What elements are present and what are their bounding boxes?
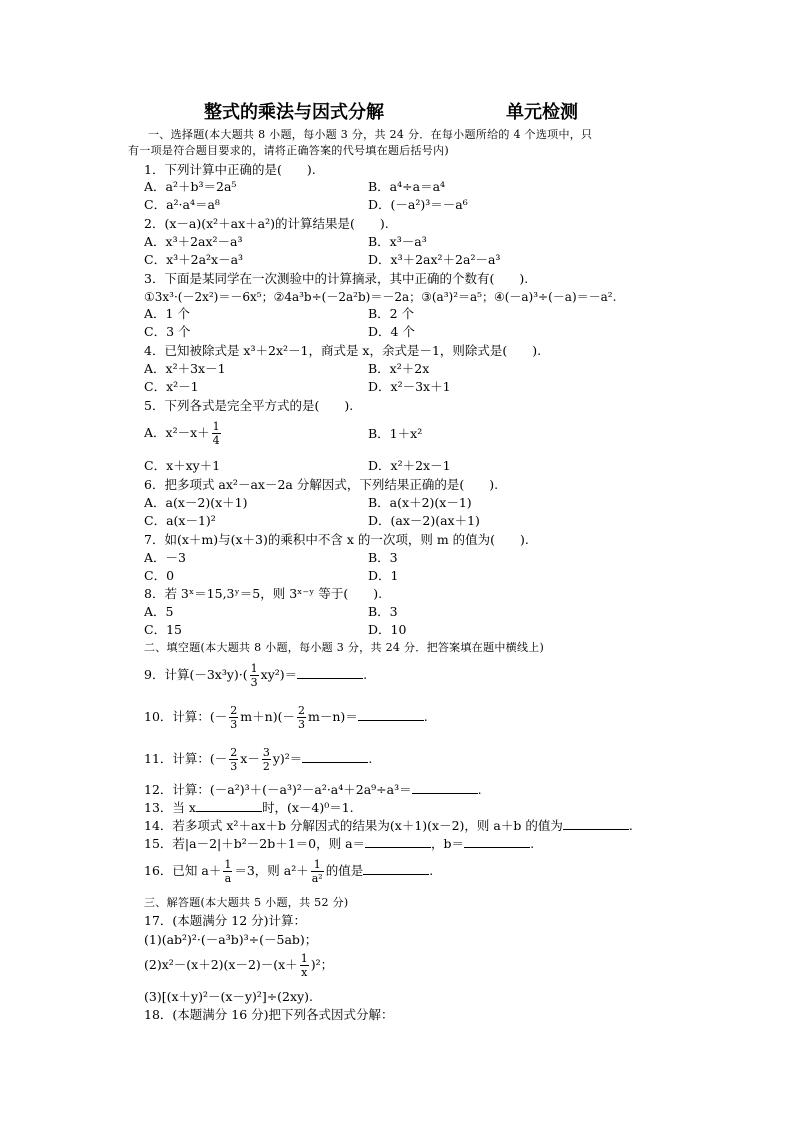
q5-option-c: C．x＋xy＋1 — [144, 458, 221, 473]
q1-stem: 1．下列计算中正确的是( ). — [144, 162, 316, 177]
q5-fraction-num: 1 — [212, 420, 220, 433]
q2-option-c: C．x³＋2a²x－a³ — [144, 252, 244, 267]
q17-part2 — [144, 950, 333, 980]
section1-line2: 有一项是符合题目要求的，请将正确答案的代号填在题后括号内) — [128, 144, 449, 157]
q10-fraction-2 — [297, 704, 306, 731]
q11-fraction-2 — [262, 746, 271, 773]
q16-fraction-1 — [223, 858, 232, 885]
q12 — [144, 782, 482, 798]
q8-option-d: D．10 — [368, 622, 407, 637]
q7-stem: 7．如(x＋m)与(x＋3)的乘积中不含 x 的一次项，则 m 的值为( ). — [144, 532, 529, 547]
q6-stem: 6．把多项式 ax²－ax－2a 分解因式，下列结果正确的是( ). — [144, 477, 499, 492]
q13 — [144, 800, 354, 816]
q10-fraction-2-num: 2 — [297, 704, 305, 717]
q1-option-b: B．a⁴÷a＝a⁴ — [368, 179, 446, 194]
q17-part2-pre: (2)x²－(x＋2)(x－2)－(x＋ — [144, 957, 298, 972]
q16 — [144, 856, 433, 886]
q17-part1: (1)(ab²)²·(－a³b)³÷(－5ab)； — [144, 932, 318, 947]
q3-stem: 3．下面是某同学在一次测验中的计算摘录，其中正确的个数有( ). — [144, 271, 529, 286]
q9-pre: 9．计算(－3x³y)·( — [144, 667, 248, 682]
q11-answer-blank[interactable] — [302, 751, 368, 763]
q17-part2-fraction-num: 1 — [300, 952, 308, 965]
q14 — [144, 818, 633, 834]
q1-option-a: A．a²＋b³＝2a⁵ — [144, 179, 237, 194]
q10-fraction-1-den: 3 — [230, 718, 238, 731]
q16-end: . — [429, 863, 434, 878]
q3-option-b: B．2 个 — [368, 306, 415, 321]
q16-fraction-2 — [311, 858, 324, 885]
q16-fraction-2-num: 1 — [311, 858, 324, 872]
q17-part2-post: )²； — [310, 957, 334, 972]
q9-post: xy²)＝ — [260, 667, 298, 682]
title-sub: 单元检测 — [506, 102, 578, 123]
section1-line1: 一、选择题(本大题共 8 小题，每小题 3 分，共 24 分．在每小题所给的 4 个选项中，只 — [148, 128, 593, 141]
title-main: 整式的乘法与因式分解 — [204, 102, 384, 123]
q2-option-d: D．x³＋2ax²＋2a²－a³ — [368, 252, 501, 267]
q16-fraction-2-den: a² — [311, 872, 323, 885]
q11-fraction-1-den: 3 — [230, 760, 238, 773]
q4-option-a: A．x²＋3x－1 — [144, 361, 226, 376]
q16-mid: ＝3，则 a²＋ — [234, 863, 309, 878]
q15-end: . — [530, 836, 535, 851]
q15 — [144, 836, 534, 852]
q7-option-a: A．－3 — [144, 550, 186, 565]
q4-stem: 4．已知被除式是 x³＋2x²－1，商式是 x，余式是－1，则除式是( ). — [144, 343, 542, 358]
page-title — [0, 98, 794, 124]
q6-option-a: A．a(x－2)(x＋1) — [144, 495, 248, 510]
q10-fraction-2-den: 3 — [297, 718, 305, 731]
q12-answer-blank[interactable] — [412, 782, 478, 794]
q1-option-d: D．(－a²)³＝－a⁶ — [368, 197, 468, 212]
q16-answer-blank[interactable] — [363, 863, 429, 875]
q13-answer-blank[interactable] — [196, 800, 262, 812]
q11-post: y)²＝ — [272, 751, 303, 766]
q11-end: . — [368, 751, 373, 766]
q8-stem: 8．若 3ˣ＝15,3ʸ＝5，则 3ˣ⁻ʸ 等于( ). — [144, 586, 383, 601]
q11-fraction-2-den: 2 — [262, 760, 270, 773]
q9-fraction-num: 1 — [250, 662, 258, 675]
q7-option-c: C．0 — [144, 568, 175, 583]
q15-answer-blank-b[interactable] — [464, 836, 530, 848]
q6-option-d: D．(ax－2)(ax＋1) — [368, 513, 480, 528]
q5-stem: 5．下列各式是完全平方式的是( ). — [144, 398, 354, 413]
q8-option-b: B．3 — [368, 604, 398, 619]
q5-option-d: D．x²＋2x－1 — [368, 458, 451, 473]
q8-option-c: C．15 — [144, 622, 182, 637]
q10-fraction-1-num: 2 — [230, 704, 238, 717]
q5-fraction-den: 4 — [212, 434, 220, 447]
q16-pre: 16．已知 a＋ — [144, 863, 222, 878]
q10-pre: 10．计算：(－ — [144, 709, 228, 724]
q10-answer-blank[interactable] — [358, 709, 424, 721]
q4-option-b: B．x²＋2x — [368, 361, 430, 376]
q5-fraction — [212, 420, 221, 447]
q6-option-b: B．a(x＋2)(x－1) — [368, 495, 472, 510]
q15-text: 15．若|a－2|＋b²－2b＋1＝0，则 a＝ — [144, 836, 366, 851]
q5-option-a-prefix: A．x²－x＋ — [144, 425, 210, 440]
q5-option-b: B．1＋x² — [368, 426, 423, 441]
q3-items: ①3x³·(－2x²)＝－6x⁵；②4a³b÷(－2a²b)＝－2a；③(a³)²＝a⁵；④(－a)³÷(－a)＝－a². — [144, 290, 617, 304]
q15-mid: ，b＝ — [431, 836, 465, 851]
q18-stem: 18．(本题满分 16 分)把下列各式因式分解： — [144, 1007, 394, 1022]
q4-option-d: D．x²－3x＋1 — [368, 379, 451, 394]
section2-line1: 二、填空题(本大题共 8 小题，每小题 3 分，共 24 分．把答案填在题中横线上) — [144, 641, 545, 654]
q10-mid: m＋n)(－ — [240, 709, 295, 724]
q16-fraction-1-num: 1 — [224, 858, 232, 871]
q17-stem: 17．(本题满分 12 分)计算： — [144, 913, 307, 928]
q11-fraction-1-num: 2 — [230, 746, 238, 759]
q11-mid: x－ — [240, 751, 260, 766]
q3-option-c: C．3 个 — [144, 324, 191, 339]
q16-post: 的值是 — [325, 863, 364, 878]
q2-stem: 2．(x－a)(x²＋ax＋a²)的计算结果是( ). — [144, 216, 389, 231]
q10-post: m－n)＝ — [307, 709, 358, 724]
q17-part3: (3)[(x＋y)²－(x－y)²]÷(2xy). — [144, 989, 313, 1004]
q7-option-b: B．3 — [368, 550, 398, 565]
q17-part2-fraction — [300, 952, 309, 979]
q14-answer-blank[interactable] — [563, 818, 629, 830]
q9-end: . — [363, 667, 368, 682]
q13-post: 时，(x－4)⁰＝1. — [261, 800, 354, 815]
q10-end: . — [423, 709, 428, 724]
q6-option-c: C．a(x－1)² — [144, 513, 216, 528]
q5-option-a — [144, 418, 223, 448]
q11-pre: 11．计算：(－ — [144, 751, 228, 766]
q2-option-a: A．x³＋2ax²－a³ — [144, 234, 243, 249]
q9 — [144, 660, 367, 690]
q17-part2-fraction-den: x — [301, 966, 308, 979]
q1-option-c: C．a²·a⁴＝a⁸ — [144, 197, 220, 212]
q4-option-c: C．x²－1 — [144, 379, 199, 394]
q2-option-b: B．x³－a³ — [368, 234, 427, 249]
q3-option-d: D．4 个 — [368, 324, 415, 339]
q3-option-a: A．1 个 — [144, 306, 190, 321]
q11-fraction-2-num: 3 — [262, 746, 270, 759]
q11-fraction-1 — [229, 746, 238, 773]
q12-text: 12．计算：(－a²)³＋(－a³)²－a²·a⁴＋2a⁹÷a³＝ — [144, 782, 412, 797]
q15-answer-blank-a[interactable] — [365, 836, 431, 848]
q14-end: . — [628, 818, 633, 833]
q9-fraction — [250, 662, 259, 689]
q13-pre: 13．当 x — [144, 800, 196, 815]
section3-line1: 三、解答题(本大题共 5 小题，共 52 分) — [144, 896, 349, 909]
q9-answer-blank[interactable] — [297, 667, 363, 679]
q10-fraction-1 — [229, 704, 238, 731]
q16-fraction-1-den: a — [224, 872, 232, 885]
q11 — [144, 744, 372, 774]
q9-fraction-den: 3 — [250, 676, 258, 689]
q8-option-a: A．5 — [144, 604, 174, 619]
q14-text: 14．若多项式 x²＋ax＋b 分解因式的结果为(x＋1)(x－2)，则 a＋b 的值为 — [144, 818, 563, 833]
q10 — [144, 702, 428, 732]
q7-option-d: D．1 — [368, 568, 399, 583]
q12-end: . — [477, 782, 482, 797]
